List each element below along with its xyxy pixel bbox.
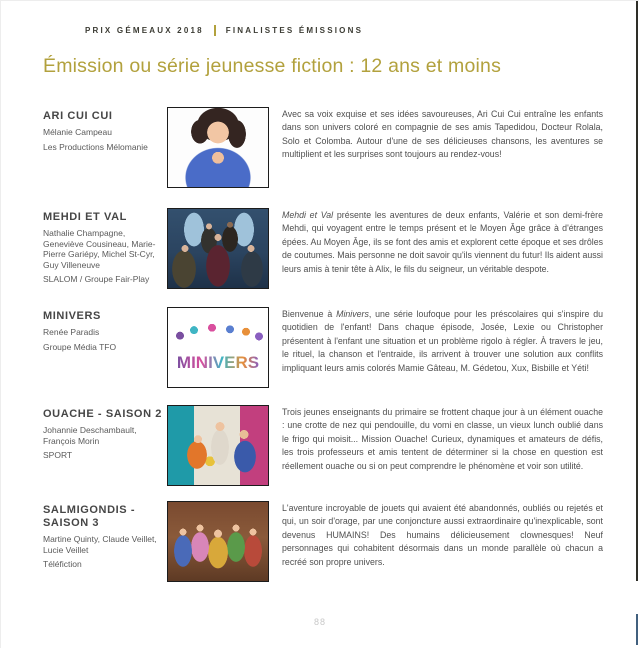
show-credits: Mélanie Campeau <box>43 127 112 137</box>
show-photo <box>167 107 269 188</box>
page-header <box>85 25 363 36</box>
page-number: 88 <box>313 617 326 627</box>
show-photo <box>167 208 269 289</box>
show-info <box>43 310 163 352</box>
show-title: ARI CUI CUI <box>43 110 113 122</box>
show-description <box>282 209 603 276</box>
show-entry <box>43 405 603 497</box>
show-info <box>43 408 163 461</box>
desc-text: L'aventure incroyable de jouets qui avaient été abandonnés, oubliés ou rejetés et qui, un soir d'orage, par une conjoncture aussi extraordinaire qu'inexplicable, sont devenus HUMAINS! Des humains délicieusement clownesques! Neuf personnages qui cohabitent désormais dans un monde parallèle où chacun a recréé son propre univers. <box>282 503 603 567</box>
show-producer: SLALOM / Groupe Fair-Play <box>43 274 150 284</box>
show-photo <box>167 405 269 486</box>
show-photo <box>167 307 269 388</box>
show-title: SALMIGONDIS - SAISON 3 <box>43 504 136 529</box>
desc-text: présente les aventures de deux enfants, Valérie et son demi-frère Mehdi, qui voyagent entre le temps présent et le Moyen Âge grâce à d'étranges épées. Au Moyen Âge, ils se font des amis et explorent cette époque et ses drôles de coutumes. Mais personne ne doit savoir qu'ils viennent du futur! Ils aident aussi leurs amis à tenir tête à Alix, le fils du seigneur, un véritable despote. <box>282 210 603 274</box>
show-title: MEHDI ET VAL <box>43 211 127 223</box>
show-producer: Téléfiction <box>43 559 82 569</box>
show-credits: Martine Quinty, Claude Veillet, Lucie Veillet <box>43 534 157 555</box>
adjacent-page-edge-bottom <box>636 614 638 645</box>
header-divider <box>214 25 216 36</box>
show-description <box>282 406 603 473</box>
show-title: OUACHE - SAISON 2 <box>43 408 162 420</box>
show-info <box>43 110 163 152</box>
desc-text: Trois jeunes enseignants du primaire se frottent chaque jour à un élément ouache : une crotte de nez qui pendouille, du vomi en classe, un vieux lunch oublié dans le frigo qui moisit... Mission Ouache! Curieux, dynamiques et amateurs de défis, les trois professeurs et amis tentent de déterminer si la chose en question est réellement ouache ou si on peut comprendre le phénomène et voir son utilité. <box>282 407 603 471</box>
photo-wordmark: MINIVERS <box>176 353 260 372</box>
show-info <box>43 211 163 285</box>
header-brand: PRIX GÉMEAUX 2018 <box>85 26 204 35</box>
show-producer: SPORT <box>43 450 73 460</box>
header-section: FINALISTES ÉMISSIONS <box>225 26 364 35</box>
show-entry <box>43 307 603 399</box>
show-description <box>282 308 603 375</box>
desc-text: Bienvenue à <box>282 309 337 319</box>
show-entry <box>43 208 603 300</box>
show-credits: Nathalie Champagne, Geneviève Cousineau, Marie-Pierre Gariépy, Michel St-Cyr, Guy Villeneuve <box>43 228 156 270</box>
show-info <box>43 504 163 570</box>
desc-text: , une série loufoque pour les préscolaires qui s'inspire du quotidien de l'enfant! Dans chaque épisode, Josée, Lexie ou Christopher présentent à l'enfant une situation et un problème rigolo à régler. À travers le jeu, le rituel, la chanson et l'entraide, ils arrivent à trouver une solution aux conflits impliquant leurs amis colorés Mamie Gâteau, M. Gédetou, Xux, Bisbille et Yéti! <box>282 309 604 373</box>
desc-italic: Minivers <box>336 309 369 319</box>
show-credits: Renée Paradis <box>43 327 100 337</box>
show-description <box>282 108 603 162</box>
desc-italic: Mehdi et Val <box>282 210 334 220</box>
page-title: Émission ou série jeunesse fiction : 12 ans et moins <box>43 55 502 77</box>
adjacent-page-edge <box>636 1 638 581</box>
desc-text: Avec sa voix exquise et ses idées savoureuses, Ari Cui Cui entraîne les enfants dans son univers coloré en compagnie de ses amis Tapedidou, Docteur Rolala, Solo et Colomba. Autour d'une de ses délicieuses chansons, les aventures se multiplient et les surprises sont toujours au rendez-vous! <box>282 109 603 160</box>
show-credits: Johannie Deschambault, François Morin <box>43 425 137 446</box>
show-producer: Les Productions Mélomanie <box>43 141 148 152</box>
show-title: MINIVERS <box>43 310 101 322</box>
show-photo <box>167 501 269 582</box>
show-entry <box>43 501 603 593</box>
show-description <box>282 502 603 569</box>
show-entry <box>43 107 603 199</box>
show-producer: Groupe Média TFO <box>43 341 117 352</box>
